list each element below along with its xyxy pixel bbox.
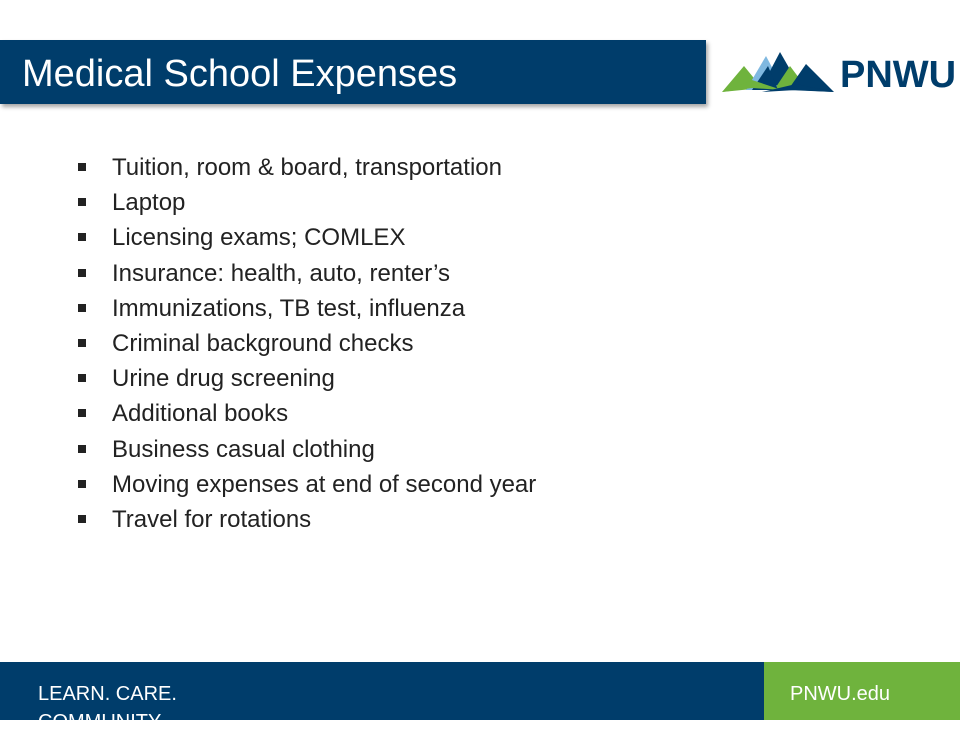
list-item-text: Additional books (112, 400, 289, 428)
bullet-square-icon (78, 445, 86, 453)
list-item-text: Licensing exams; COMLEX (112, 224, 406, 252)
bullet-square-icon (78, 163, 86, 171)
list-item-text: Tuition, room & board, transportation (112, 154, 502, 181)
bullet-square-icon (78, 374, 86, 382)
footer-url-link[interactable]: PNWU.edu (790, 683, 891, 705)
bullet-square-icon (78, 409, 86, 417)
list-item-text: Travel for rotations (112, 505, 312, 533)
logo-wordmark: PNWU (840, 54, 957, 96)
list-item-text: Business casual clothing (112, 435, 375, 463)
list-item-text: Urine drug screening (112, 365, 335, 393)
footer-tagline-bar (0, 662, 764, 733)
list-item-text: Laptop (112, 189, 186, 217)
bullet-square-icon (78, 233, 86, 241)
list-item-text: Moving expenses at end of second year (112, 470, 537, 498)
list-item-text: Immunizations, TB test, influenza (112, 294, 466, 322)
list-item-text: Criminal background checks (112, 329, 414, 357)
footer-tagline: LEARN. CARE. COMMUNITY. (38, 683, 177, 733)
bullet-square-icon (78, 515, 86, 523)
bullet-square-icon (78, 198, 86, 206)
list-item-text: Insurance: health, auto, renter’s (112, 259, 450, 287)
footer-url-bar (764, 662, 960, 720)
bullet-square-icon (78, 304, 86, 312)
pnwu-logo (722, 50, 957, 96)
mountains-logo-icon (722, 50, 840, 96)
bullet-square-icon (78, 480, 86, 488)
bullet-square-icon (78, 269, 86, 277)
bullet-square-icon (78, 339, 86, 347)
slide-title: Medical School Expenses (22, 53, 458, 95)
title-bar (0, 40, 706, 104)
